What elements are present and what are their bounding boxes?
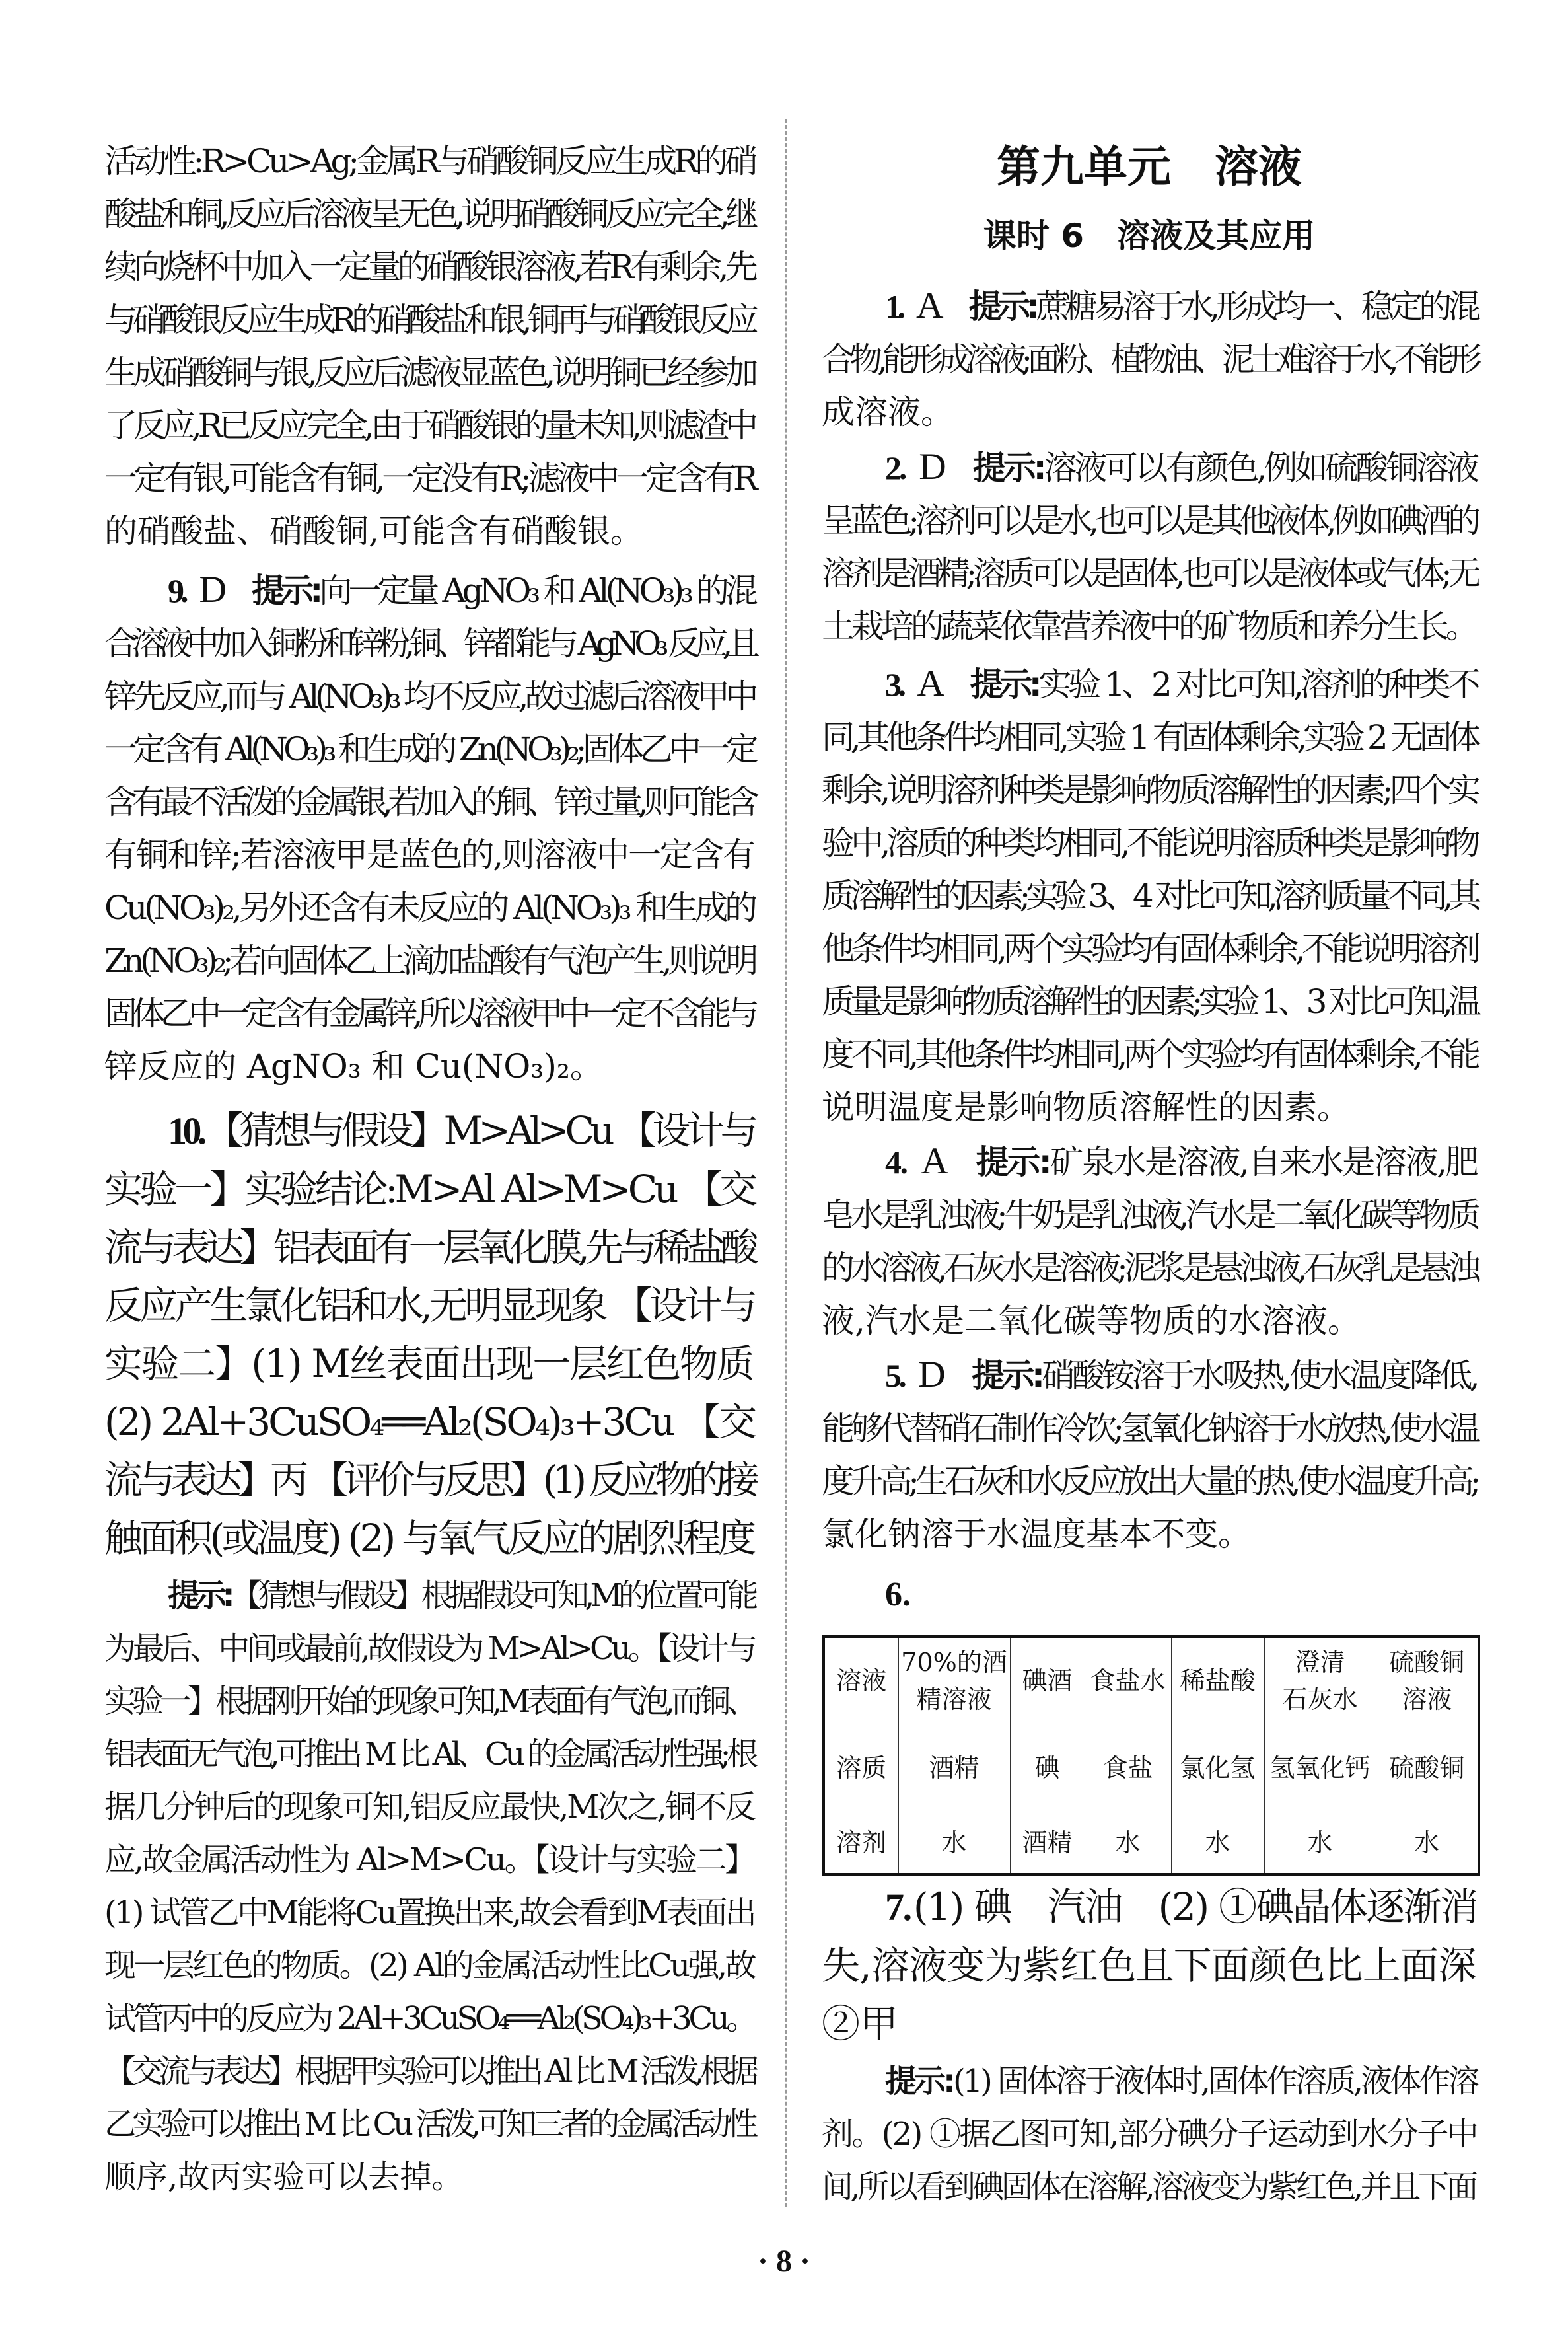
table-cell: 氯化氢 bbox=[1171, 1724, 1264, 1812]
text-line bbox=[104, 2098, 754, 2151]
text-line bbox=[822, 1241, 1477, 1294]
line-text: (2) 2Al+3CuSO₄══Al₂(SO₄)₃+3Cu 【交 bbox=[104, 1399, 754, 1444]
text-line bbox=[104, 723, 754, 776]
text-line bbox=[822, 1081, 1477, 1134]
line-text: 现一层红色的物质。(2) Al的金属活动性比Cu强,故 bbox=[104, 1947, 754, 1984]
line-text: (1) 试管乙中M能将Cu置换出来,故会看到M表面出 bbox=[104, 1894, 754, 1931]
table-cell: 稀盐酸 bbox=[1171, 1637, 1264, 1724]
line-text: 实验一】根据刚开始的现象可知,M表面有气泡,而铜、 bbox=[104, 1683, 754, 1720]
line-text: 实验 1、2 对比可知,溶剂的种类不 bbox=[1038, 665, 1477, 704]
text-line bbox=[822, 975, 1477, 1028]
text-line bbox=[104, 135, 754, 188]
text-line bbox=[104, 1622, 754, 1675]
answer-item-4 bbox=[822, 1135, 1477, 1347]
text-line bbox=[104, 452, 754, 505]
line-text: Zn(NO₃)₂;若向固体乙上滴加盐酸有气泡产生,则说明 bbox=[104, 941, 754, 980]
answer-continuation bbox=[104, 135, 754, 558]
hint-label: 提示: bbox=[972, 449, 1044, 487]
answer-choice: D bbox=[919, 446, 944, 488]
text-line bbox=[104, 2151, 754, 2203]
line-text: 同,其他条件均相同,实验 1 有固体剩余,实验 2 无固体 bbox=[822, 718, 1477, 757]
text-line bbox=[822, 1189, 1477, 1241]
line-text: 氯化钠溶于水温度基本不变。 bbox=[822, 1515, 1251, 1553]
text-line bbox=[104, 1939, 754, 1992]
text-line bbox=[104, 346, 754, 399]
line-text: 剂。(2) ①据乙图可知,部分碘分子运动到水分子中 bbox=[822, 2116, 1477, 2153]
text-line bbox=[822, 2108, 1477, 2160]
solution-table bbox=[822, 1635, 1480, 1876]
line-text: 实验一】实验结论:M>Al Al>M>Cu 【交 bbox=[104, 1167, 754, 1212]
text-line bbox=[104, 934, 754, 987]
line-text: 锌先反应,而与 Al(NO₃)₃ 均不反应,故过滤后溶液甲中 bbox=[104, 677, 754, 716]
row-header-cell: 溶液 bbox=[824, 1637, 898, 1724]
line-text: 锌反应的 AgNO₃ 和 Cu(NO₃)₂。 bbox=[104, 1047, 603, 1086]
item-number: 3. bbox=[885, 666, 903, 703]
text-line bbox=[104, 1451, 754, 1509]
table-cell: 澄清 石灰水 bbox=[1264, 1637, 1376, 1724]
line-text: 实验二】(1) M丝表面出现一层红色物质 bbox=[104, 1341, 753, 1386]
text-line bbox=[104, 1781, 754, 1833]
text-line bbox=[822, 494, 1477, 547]
page-number: · 8 · bbox=[757, 2244, 810, 2279]
row-header-cell: 溶剂 bbox=[824, 1812, 898, 1875]
line-text: 成溶液。 bbox=[822, 393, 954, 431]
table-cell: 水 bbox=[1264, 1812, 1376, 1875]
text-line bbox=[822, 1028, 1477, 1081]
text-line bbox=[104, 670, 754, 723]
row-header-cell: 溶质 bbox=[824, 1724, 898, 1812]
line-text: 失,溶液变为紫红色且下面颜色比上面深 bbox=[822, 1943, 1476, 1988]
item-number: 1. bbox=[885, 288, 902, 325]
answer-choice: A bbox=[917, 663, 941, 704]
text-line bbox=[104, 1728, 754, 1781]
line-text: 质溶解性的因素;实验 3、4 对比可知,溶剂质量不同,其 bbox=[822, 877, 1477, 915]
line-text: 验中,溶质的种类均相同,不能说明溶质种类是影响物 bbox=[822, 824, 1477, 862]
item-number: 2. bbox=[885, 449, 905, 486]
line-text: 溶液可以有颜色,例如硫酸铜溶液 bbox=[1044, 449, 1477, 487]
line-text: 的水溶液,石灰水是溶液;泥浆是悬浊液,石灰乳是悬浊 bbox=[822, 1249, 1477, 1287]
line-text: 他条件均相同,两个实验均有固体剩余,不能说明溶剂 bbox=[822, 930, 1477, 968]
line-text: 土栽培的蔬菜依靠营养液中的矿物质和养分生长。 bbox=[822, 607, 1476, 646]
line-text: 试管丙中的反应为 2Al+3CuSO₄══Al₂(SO₄)₃+3Cu。 bbox=[104, 2000, 754, 2037]
line-text: (1) 固体溶于液体时,固体作溶质,液体作溶 bbox=[953, 2063, 1477, 2100]
text-line bbox=[104, 1886, 754, 1939]
line-text: 流与表达】丙 【评价与反思】(1) 反应物的接 bbox=[104, 1458, 754, 1502]
text-line bbox=[822, 279, 1477, 333]
line-text: 度不同,其他条件均相同,两个实验均有固体剩余,不能 bbox=[822, 1035, 1477, 1074]
text-line bbox=[104, 1276, 754, 1335]
line-text: 说明温度是影响物质溶解性的因素。 bbox=[822, 1088, 1350, 1126]
answer-item-10-hint bbox=[104, 1569, 754, 2203]
line-text: Cu(NO₃)₂,另外还含有未反应的 Al(NO₃)₃ 和生成的 bbox=[104, 889, 754, 927]
answer-item-5 bbox=[822, 1348, 1477, 1561]
line-text: 含有最不活泼的金属银,若加入的铜、锌过量,则可能含 bbox=[104, 783, 754, 821]
table-cell: 硫酸铜 溶液 bbox=[1376, 1637, 1479, 1724]
table-cell: 硫酸铜 bbox=[1376, 1724, 1479, 1812]
table-row bbox=[824, 1637, 1479, 1724]
text-line bbox=[104, 1675, 754, 1728]
answer-item-10 bbox=[104, 1101, 754, 1567]
line-text: 间,所以看到碘固体在溶解,溶液变为紫红色,并且下面 bbox=[822, 2168, 1476, 2205]
text-line bbox=[104, 1992, 754, 2045]
hint-label: 提示: bbox=[168, 1577, 231, 1614]
text-line bbox=[104, 2045, 754, 2098]
text-line bbox=[104, 1569, 754, 1622]
answer-item-6-number: 6. bbox=[885, 1576, 911, 1613]
text-line bbox=[104, 617, 754, 670]
text-line bbox=[822, 869, 1477, 922]
line-text: 度升高;生石灰和水反应放出大量的热,使水温度升高; bbox=[822, 1462, 1477, 1500]
text-line bbox=[822, 547, 1477, 600]
line-text: 生成硝酸铜与银,反应后滤液显蓝色,说明铜已经参加 bbox=[104, 353, 754, 392]
text-line bbox=[822, 1348, 1477, 1402]
line-text: 剩余,说明溶剂种类是影响物质溶解性的因素;四个实 bbox=[822, 771, 1477, 809]
table-cell: 氢氧化钙 bbox=[1264, 1724, 1376, 1812]
line-text: 的硝酸盐、硝酸铜,可能含有硝酸银。 bbox=[104, 512, 643, 550]
line-text: 为最后、中间或最前,故假设为 M>Al>Cu。【设计与 bbox=[104, 1630, 754, 1667]
line-text: 呈蓝色;溶剂可以是水,也可以是其他液体,例如碘酒的 bbox=[822, 501, 1477, 540]
hint-label: 提示: bbox=[970, 665, 1039, 704]
text-line bbox=[104, 1335, 754, 1393]
table-cell: 水 bbox=[898, 1812, 1010, 1875]
item-number: 5. bbox=[885, 1357, 904, 1394]
item-number: 7. bbox=[885, 1886, 911, 1929]
answer-item-1 bbox=[822, 279, 1477, 439]
answer-choice: A bbox=[921, 1140, 947, 1182]
text-line bbox=[822, 1878, 1477, 1937]
text-line bbox=[104, 776, 754, 829]
line-text: 流与表达】铝表面有一层氧化膜,先与稀盐酸 bbox=[104, 1225, 754, 1270]
line-text: 能够代替硝石制作冷饮;氢氧化钠溶于水放热,使水温 bbox=[822, 1409, 1477, 1448]
line-text: 有铜和锌;若溶液甲是蓝色的,则溶液中一定含有 bbox=[104, 836, 754, 874]
line-text: 酸盐和铜,反应后溶液呈无色,说明硝酸铜反应完全,继 bbox=[104, 195, 754, 233]
table-cell: 酒精 bbox=[1010, 1812, 1085, 1875]
text-line bbox=[822, 1455, 1477, 1508]
line-text: 固体乙中一定含有金属锌,所以溶液甲中一定不含能与 bbox=[104, 994, 754, 1033]
hint-label: 提示: bbox=[971, 1356, 1042, 1395]
text-line bbox=[822, 1508, 1477, 1561]
line-text: 合物,能形成溶液;面粉、植物油、泥土难溶于水,不能形 bbox=[822, 340, 1477, 379]
table-cell: 70%的酒 精溶液 bbox=[898, 1637, 1010, 1724]
text-line bbox=[822, 1995, 1477, 2053]
text-line bbox=[104, 564, 754, 617]
text-line bbox=[822, 1402, 1477, 1455]
table-cell: 碘 bbox=[1010, 1724, 1085, 1812]
table-cell: 水 bbox=[1376, 1812, 1479, 1875]
table-row bbox=[824, 1812, 1479, 1875]
answer-item-7 bbox=[822, 1878, 1477, 2053]
text-line bbox=[822, 2160, 1477, 2213]
line-text: 【猜想与假设】根据假设可知,M的位置可能 bbox=[230, 1577, 754, 1614]
table-cell: 碘酒 bbox=[1010, 1637, 1085, 1724]
text-line bbox=[104, 1040, 754, 1093]
answer-choice: D bbox=[918, 1354, 943, 1395]
line-text: 【猜想与假设】M>Al>Cu 【设计与 bbox=[205, 1108, 754, 1153]
table-cell: 水 bbox=[1171, 1812, 1264, 1875]
text-line bbox=[822, 764, 1477, 817]
line-text: 反应产生氯化铝和水,无明显现象 【设计与 bbox=[104, 1283, 754, 1328]
hint-label: 提示: bbox=[976, 1143, 1051, 1181]
text-line bbox=[822, 441, 1477, 494]
text-line bbox=[104, 1833, 754, 1886]
hint-label: 提示: bbox=[251, 572, 320, 610]
line-text: 触面积(或温度) (2) 与氧气反应的剧烈程度 bbox=[104, 1516, 754, 1561]
line-text: 矿泉水是溶液,自来水是溶液,肥 bbox=[1050, 1143, 1477, 1181]
text-line bbox=[104, 1393, 754, 1451]
text-line bbox=[822, 386, 1477, 439]
text-line bbox=[822, 600, 1477, 653]
line-text: 顺序,故丙实验可以去掉。 bbox=[104, 2159, 464, 2196]
line-text: ②甲 bbox=[822, 2001, 899, 2046]
table-cell: 食盐水 bbox=[1085, 1637, 1171, 1724]
line-text: (1) 碘 汽油 (2) ①碘晶体逐渐消 bbox=[913, 1884, 1477, 1929]
answer-item-7-hint bbox=[822, 2055, 1477, 2213]
answer-item-2 bbox=[822, 441, 1477, 653]
text-line bbox=[104, 987, 754, 1040]
lesson-subtitle: 课时 6 溶液及其应用 bbox=[983, 217, 1316, 255]
line-text: 据几分钟后的现象可知,铝反应最快,M次之,铜不反 bbox=[104, 1789, 754, 1826]
line-text: 铝表面无气泡,可推出 M 比 Al、Cu 的金属活动性强;根 bbox=[104, 1736, 754, 1773]
line-text: 活动性:R>Cu>Ag;金属R与硝酸铜反应生成R的硝 bbox=[104, 142, 754, 180]
text-line bbox=[104, 505, 754, 558]
line-text: 溶剂是酒精;溶质可以是固体,也可以是液体或气体;无 bbox=[822, 554, 1477, 593]
text-line bbox=[822, 922, 1477, 975]
text-line bbox=[104, 240, 754, 293]
table-cell: 酒精 bbox=[898, 1724, 1010, 1812]
unit-title: 第九单元 溶液 bbox=[997, 141, 1302, 192]
answer-item-3 bbox=[822, 657, 1477, 1134]
hint-label: 提示: bbox=[968, 287, 1036, 326]
hint-label: 提示: bbox=[885, 2063, 954, 2100]
line-text: 蔗糖易溶于水,形成均一、稳定的混 bbox=[1036, 287, 1477, 326]
line-text: 与硝酸银反应生成R的硝酸盐和银,铜再与硝酸银反应 bbox=[104, 301, 754, 339]
text-line bbox=[822, 1135, 1477, 1189]
line-text: 合溶液中加入铜粉和锌粉,铜、锌都能与 AgNO₃ 反应,且 bbox=[104, 624, 754, 663]
line-text: 【交流与表达】根据甲实验可以推出 Al 比 M 活泼,根据 bbox=[104, 2053, 754, 2090]
text-line bbox=[822, 817, 1477, 869]
answer-choice: A bbox=[916, 285, 940, 326]
item-number: 9. bbox=[168, 572, 185, 609]
line-text: 应,故金属活动性为 Al>M>Cu。【设计与实验二】 bbox=[104, 1841, 754, 1878]
line-text: 向一定量 AgNO₃ 和 Al(NO₃)₃ 的混 bbox=[319, 572, 754, 610]
table-row bbox=[824, 1724, 1479, 1812]
text-line bbox=[104, 1218, 754, 1276]
text-line bbox=[104, 399, 754, 452]
line-text: 了反应,R已反应完全,由于硝酸银的量未知,则滤渣中 bbox=[104, 406, 754, 445]
line-text: 硝酸铵溶于水吸热,使水温度降低, bbox=[1042, 1356, 1477, 1395]
text-line bbox=[822, 2055, 1477, 2108]
line-text: 质量是影响物质溶解性的因素;实验 1、3 对比可知,温 bbox=[822, 982, 1477, 1021]
text-line bbox=[822, 657, 1477, 711]
text-line bbox=[104, 881, 754, 934]
line-text: 一定含有 Al(NO₃)₃ 和生成的 Zn(NO₃)₂;固体乙中一定 bbox=[104, 730, 754, 768]
line-text: 液,汽水是二氧化碳等物质的水溶液。 bbox=[822, 1302, 1361, 1340]
answer-choice: D bbox=[199, 569, 223, 610]
text-line bbox=[822, 1294, 1477, 1347]
item-number: 4. bbox=[885, 1144, 907, 1181]
table-cell: 食盐 bbox=[1085, 1724, 1171, 1812]
text-line bbox=[822, 333, 1477, 386]
text-line bbox=[104, 188, 754, 240]
text-line bbox=[104, 293, 754, 346]
text-line bbox=[104, 829, 754, 881]
text-line bbox=[822, 1937, 1477, 1995]
table-cell: 水 bbox=[1085, 1812, 1171, 1875]
text-line bbox=[104, 1160, 754, 1218]
line-text: 一定有银,可能含有铜,一定没有R;滤液中一定含有R bbox=[104, 459, 754, 498]
text-line bbox=[822, 711, 1477, 764]
line-text: 乙实验可以推出 M 比 Cu 活泼,可知三者的金属活动性 bbox=[104, 2106, 754, 2143]
line-text: 续向烧杯中加入一定量的硝酸银溶液,若R有剩余,先 bbox=[104, 248, 754, 286]
column-divider bbox=[785, 119, 787, 2207]
item-number: 10. bbox=[168, 1109, 203, 1152]
line-text: 皂水是乳浊液;牛奶是乳浊液,汽水是二氧化碳等物质 bbox=[822, 1196, 1477, 1234]
text-line bbox=[104, 1509, 754, 1567]
text-line bbox=[104, 1101, 754, 1160]
answer-item-9 bbox=[104, 564, 754, 1093]
